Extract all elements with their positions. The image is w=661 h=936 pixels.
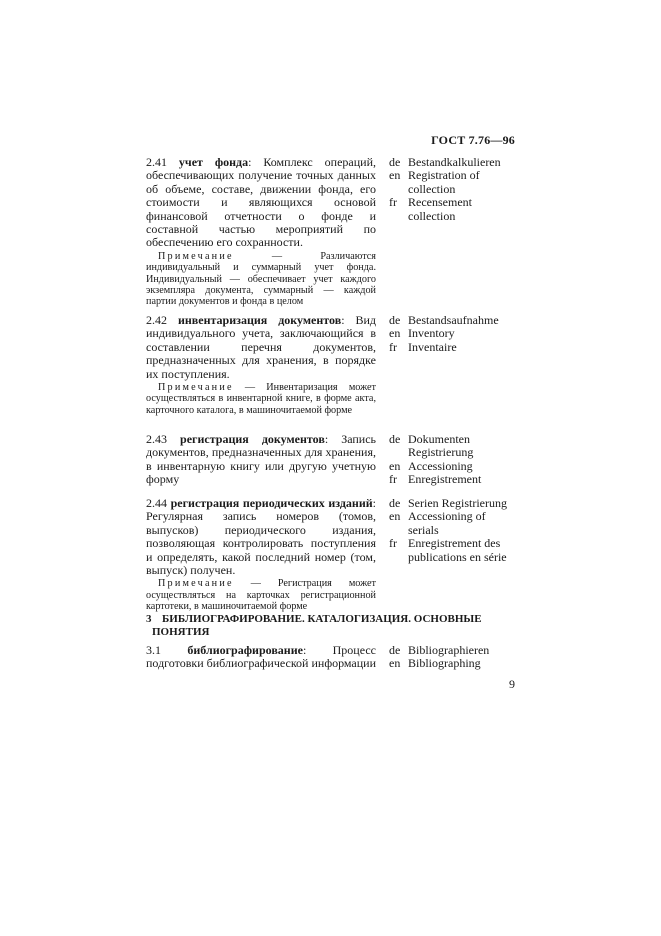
note-text: — Различаются индивидуальный и суммарный учет фонда. Индивидуальный — обеспечивает учет каждого экземпляра документа, суммарный — каждой партии документов и фонда в целом [146,250,376,308]
equivalents-3-1 [389,644,519,671]
equivalent-term: Inventory [408,326,455,341]
equivalent-term: Recensement collection [408,195,472,223]
lang-code: fr [389,472,397,487]
lang-code: fr [389,536,397,551]
equivalent-term: Registration of collection [408,168,480,196]
equivalent-term: Dokumenten Registrierung [408,432,474,460]
note-text: — Инвентаризация может осуществляться в инвентарной книге, в форме акта, карточного каталога, в машиночитаемой форме [146,382,376,416]
entry-term: регистрация документов [180,432,325,446]
section-title-continuation: ПОНЯТИЯ [152,625,210,638]
lang-code: de [389,432,401,446]
lang-code: en [389,509,401,524]
entry-definition: : Процесс подготовки библиографической информации [146,643,377,671]
entry-note [146,578,376,612]
entry-term: учет фонда [178,155,249,169]
equivalents-2-42 [389,314,519,354]
equivalent-term: Bestandkalkulieren [408,155,501,169]
lang-code: de [389,313,401,327]
entry-2-43 [146,433,376,487]
equivalent-term: Bestandsaufnahme [408,313,499,327]
lang-code: fr [389,195,397,210]
note-label: Примечание [158,250,234,262]
entry-2-41 [146,156,376,308]
note-label: Примечание [158,578,234,590]
note-label: Примечание [158,382,234,394]
note-text: — Регистрация может осуществляться на карточках регистрационной картотеки, в машиночитаемой форме [146,578,376,613]
equivalent-term: Serien Registrierung [408,496,507,510]
lang-code: fr [389,339,397,354]
equivalent-term: Bibliographieren [408,643,490,657]
equivalent-term: Accessioning [408,458,473,473]
section-title: БИБЛИОГРАФИРОВАНИЕ. КАТАЛОГИЗАЦИЯ. ОСНОВНЫЕ [162,613,482,625]
lang-code: de [389,643,401,657]
entry-definition: : Комплекс операций, обеспечивающих получение точных данных об объеме, составе, движении фонда, его стоимости и являющихся основой финансовой отчетности о фонде и составной частью мероприятий по обеспечению его сохранности. [146,155,376,250]
section-heading [146,613,506,638]
equivalent-term: Enregistrement des publications en série [408,536,507,564]
entry-definition: : Регулярная запись номеров (томов, выпусков) периодического издания, позволяющая контролировать поступления и определять, какой последний номер (том, выпуск) получен. [146,496,376,578]
lang-code: de [389,496,401,510]
entry-number: 3.1 [146,643,161,657]
lang-code: en [389,656,401,671]
entry-3-1 [146,644,376,671]
lang-code: de [389,155,401,169]
page-number: 9 [509,677,515,691]
equivalents-2-43 [389,433,519,487]
entry-note [146,382,376,416]
equivalent-term: Inventaire [408,339,457,354]
entry-term: инвентаризация документов [177,313,342,327]
lang-code: en [389,326,401,341]
entry-number: 2.43 [146,432,167,446]
equivalents-2-44 [389,497,519,564]
entry-term: регистрация периодических изданий [170,496,373,510]
entry-definition: : Вид индивидуального учета, заключающийся в составлении перечня документов, предназначенных для хранения, в порядке их поступления. [146,313,376,381]
equivalents-2-41 [389,156,519,223]
entry-term: библиографирование [187,643,303,657]
lang-code: en [389,168,401,183]
entry-2-44 [146,497,376,613]
equivalent-term: Bibliographing [408,656,481,671]
lang-code: en [389,458,401,473]
entry-number: 2.42 [146,313,167,327]
entry-note [146,251,376,308]
entry-definition: : Запись документов, предназначенных для хранения, в инвентарную книгу или другую учетную форму [146,432,377,487]
entry-number: 2.41 [146,155,167,169]
equivalent-term: Accessioning of serials [408,509,486,537]
entry-number: 2.44 [146,496,167,510]
document-header: ГОСТ 7.76—96 [431,133,515,147]
section-number: 3 [146,613,152,625]
equivalent-term: Enregistrement [408,472,482,487]
entry-2-42 [146,314,376,416]
